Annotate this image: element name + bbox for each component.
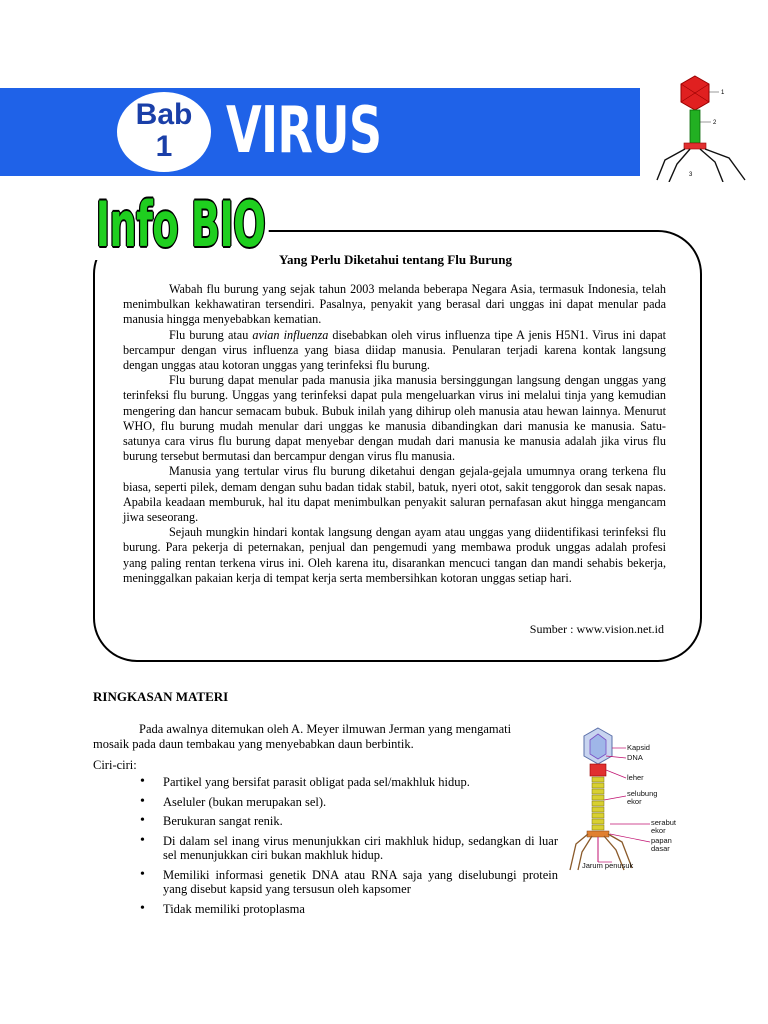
label-papan: papan dasar	[651, 836, 672, 853]
italic-term: avian influenza	[252, 327, 329, 342]
chapter-title: VIRUS	[226, 94, 382, 168]
label-dna: DNA	[627, 753, 643, 762]
list-item: • Aseluler (bukan merupakan sel).	[140, 795, 558, 810]
label-jarum: Jarum penusuk	[582, 861, 634, 870]
list-item: • Partikel yang bersifat parasit obligat pada sel/makhluk hidup.	[140, 775, 558, 790]
info-paragraph: Wabah flu burung yang sejak tahun 2003 melanda beberapa Negara Asia, termasuk Indonesia, telah menimbulkan kekhawatiran tersendiri. Pasalnya, penyakit yang berasal dari unggas ini dapat menular pada manusia hingga menyebabkan kematian.	[123, 282, 666, 327]
info-heading: Yang Perlu Diketahui tentang Flu Burung	[279, 252, 512, 267]
summary-intro	[93, 722, 513, 752]
chapter-word: Bab	[135, 98, 193, 131]
virus-structure-diagram	[568, 722, 700, 872]
info-paragraph: Flu burung dapat menular pada manusia jika manusia bersinggungan langsung dengan unggas yang terinfeksi flu burung. Unggas yang terinfeksi dapat pula mengeluarkan virus ini melalui tinja yang kemudian mengering dan hancur semacam bubuk. Bubuk inilah yang dihirup oleh manusia atau hewan lainnya. Menurut WHO, flu burung mudah menular dari unggas ke manusia dibandingkan dari manusia ke manusia. Satu-satunya cara virus flu burung dapat menyebar dengan mudah dari manusia ke manusia adalah jika virus flu burung tersebut bermutasi dan bercampur dengan virus flu manusia.	[123, 373, 666, 464]
label-selubung: selubung ekor	[627, 789, 658, 806]
info-body	[123, 282, 666, 586]
list-item: • Berukuran sangat renik.	[140, 814, 558, 829]
intro-paragraph: Pada awalnya ditemukan oleh A. Meyer ilmuwan Jerman yang mengamati mosaik pada daun tembakau yang menyebabkan daun berbintik.	[93, 722, 512, 751]
chapter-number: 1	[155, 130, 173, 163]
characteristics-list	[140, 775, 558, 921]
label-kapsid: Kapsid	[627, 743, 650, 752]
info-bio-label: Info BIO	[92, 190, 269, 260]
label-serabut: serabut ekor	[651, 818, 677, 835]
list-item: • Memiliki informasi genetik DNA atau RNA saja yang diselubungi protein yang disebut kapsid yang tersusun oleh kapsomer	[140, 868, 558, 897]
label-leher: leher	[627, 773, 644, 782]
characteristics-label: Ciri-ciri:	[93, 758, 137, 772]
list-item: • Di dalam sel inang virus menunjukkan ciri makhluk hidup, sedangkan di luar sel menunjukkan ciri bukan makhluk hidup.	[140, 834, 558, 863]
list-item: • Tidak memiliki protoplasma	[140, 902, 558, 917]
info-paragraph: Flu burung atau avian influenza disebabkan oleh virus influenza tipe A jenis H5N1. Virus ini dapat bercampur dengan virus influenza yang biasa diidap manusia. Penularan terjadi karena kontak langsung dengan unggas atau kotoran unggas yang terinfeksi flu burung.	[123, 327, 666, 373]
figure-label-3: 3	[689, 172, 693, 178]
bacteriophage-illustration	[645, 72, 755, 182]
figure-label-2: 2	[713, 120, 717, 126]
summary-title: RINGKASAN MATERI	[93, 689, 229, 704]
info-source: Sumber : www.vision.net.id	[529, 622, 664, 636]
figure-label-1: 1	[721, 90, 725, 96]
info-paragraph: Manusia yang tertular virus flu burung diketahui dengan gejala-gejala umumnya orang terkena flu biasa, seperti pilek, demam dengan suhu badan tidak stabil, batuk, nyeri otot, sakit tenggorok dan sesak napas. Apabila keadaan memburuk, hal itu dapat menimbulkan penyakit saluran pernafasan akut hingga mengancam jiwa seseorang.	[123, 464, 666, 525]
chapter-badge	[117, 92, 211, 172]
info-paragraph: Sejauh mungkin hindari kontak langsung dengan ayam atau unggas yang diidentifikasi terinfeksi flu burung. Para pekerja di peternakan, penjual dan pengemudi yang membawa produk unggas adalah profesi yang paling rentan terkena virus ini. Oleh karena itu, disarankan mencuci tangan dan mandi sehabis bekerja, meninggalkan pakaian kerja di tempat kerja serta membersihkan kotoran unggas setiap hari.	[123, 525, 666, 585]
